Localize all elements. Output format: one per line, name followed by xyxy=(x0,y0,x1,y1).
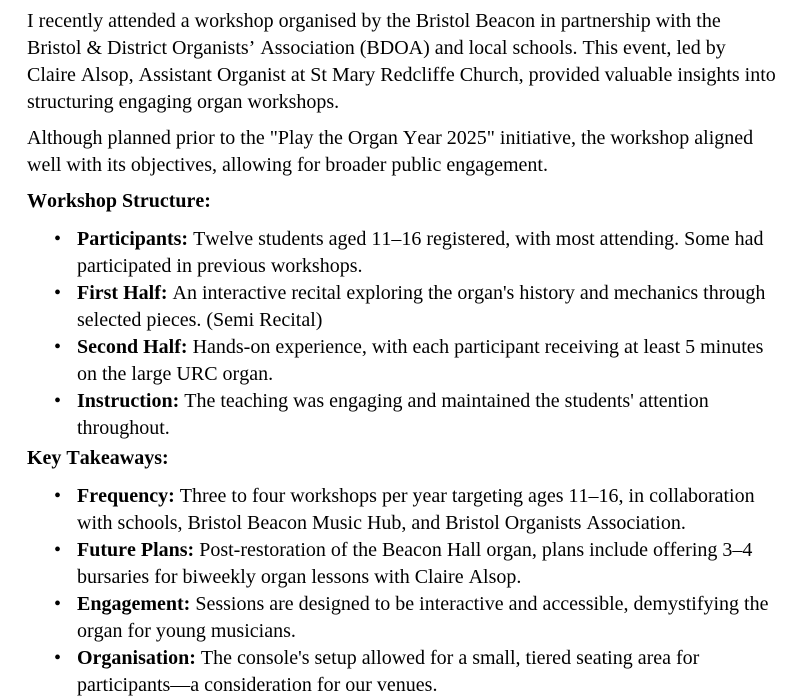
bullet-icon: • xyxy=(54,390,62,412)
bullet-text: An interactive recital exploring the organ's history and mechanics through selected pieces. (Semi Recital) xyxy=(77,282,766,331)
bullet-list-workshop-structure xyxy=(27,226,777,442)
list-item-second-half xyxy=(27,334,777,388)
bullet-text: Twelve students aged 11–16 registered, with most attending. Some had participated in previous workshops. xyxy=(77,228,764,277)
bullet-text: Three to four workshops per year targeting ages 11–16, in collaboration with schools, Bristol Beacon Music Hub, and Bristol Organists Association. xyxy=(77,485,755,534)
bullet-icon: • xyxy=(54,228,62,250)
bullet-label: Participants: xyxy=(77,228,189,250)
bullet-text: Hands-on experience, with each participant receiving at least 5 minutes on the large URC organ. xyxy=(77,336,764,385)
list-item-participants xyxy=(27,226,777,280)
bullet-text: Sessions are designed to be interactive and accessible, demystifying the organ for young musicians. xyxy=(77,593,769,642)
bullet-label: Second Half: xyxy=(77,336,188,358)
bullet-icon: • xyxy=(54,282,62,304)
bullet-label: Instruction: xyxy=(77,390,180,412)
list-item-frequency xyxy=(27,483,777,537)
bullet-icon: • xyxy=(54,647,62,669)
list-item-engagement xyxy=(27,591,777,645)
section-heading-key-takeaways: Key Takeaways: xyxy=(27,447,169,469)
bullet-text: The console's setup allowed for a small, tiered seating area for participants—a consideration for our venues. xyxy=(77,647,700,696)
paragraph-intro: I recently attended a workshop organised by the Bristol Beacon in partnership with the Bristol & District Organists’ Association (BDOA) and local schools. This event, led by Claire Alsop, Assistant Organist at St Mary Redcliffe Church, provided valuable insights into structuring engaging organ workshops. xyxy=(27,10,776,113)
section-heading-workshop-structure: Workshop Structure: xyxy=(27,190,211,212)
bullet-label: Organisation: xyxy=(77,647,196,669)
bullet-label: Frequency: xyxy=(77,485,175,507)
list-item-future-plans xyxy=(27,537,777,591)
bullet-label: Engagement: xyxy=(77,593,191,615)
paragraph-initiative: Although planned prior to the "Play the Organ Year 2025" initiative, the workshop aligned well with its objectives, allowing for broader public engagement. xyxy=(27,127,754,176)
list-item-organisation xyxy=(27,645,777,699)
list-item-first-half xyxy=(27,280,777,334)
bullet-icon: • xyxy=(54,336,62,358)
bullet-label: Future Plans: xyxy=(77,539,195,561)
bullet-icon: • xyxy=(54,593,62,615)
bullet-icon: • xyxy=(54,539,62,561)
bullet-text: Post-restoration of the Beacon Hall organ, plans include offering 3–4 bursaries for biweekly organ lessons with Claire Alsop. xyxy=(77,539,753,588)
bullet-label: First Half: xyxy=(77,282,168,304)
bullet-text: The teaching was engaging and maintained the students' attention throughout. xyxy=(77,390,709,439)
bullet-list-key-takeaways xyxy=(27,483,777,699)
bullet-icon: • xyxy=(54,485,62,507)
list-item-instruction xyxy=(27,388,777,442)
